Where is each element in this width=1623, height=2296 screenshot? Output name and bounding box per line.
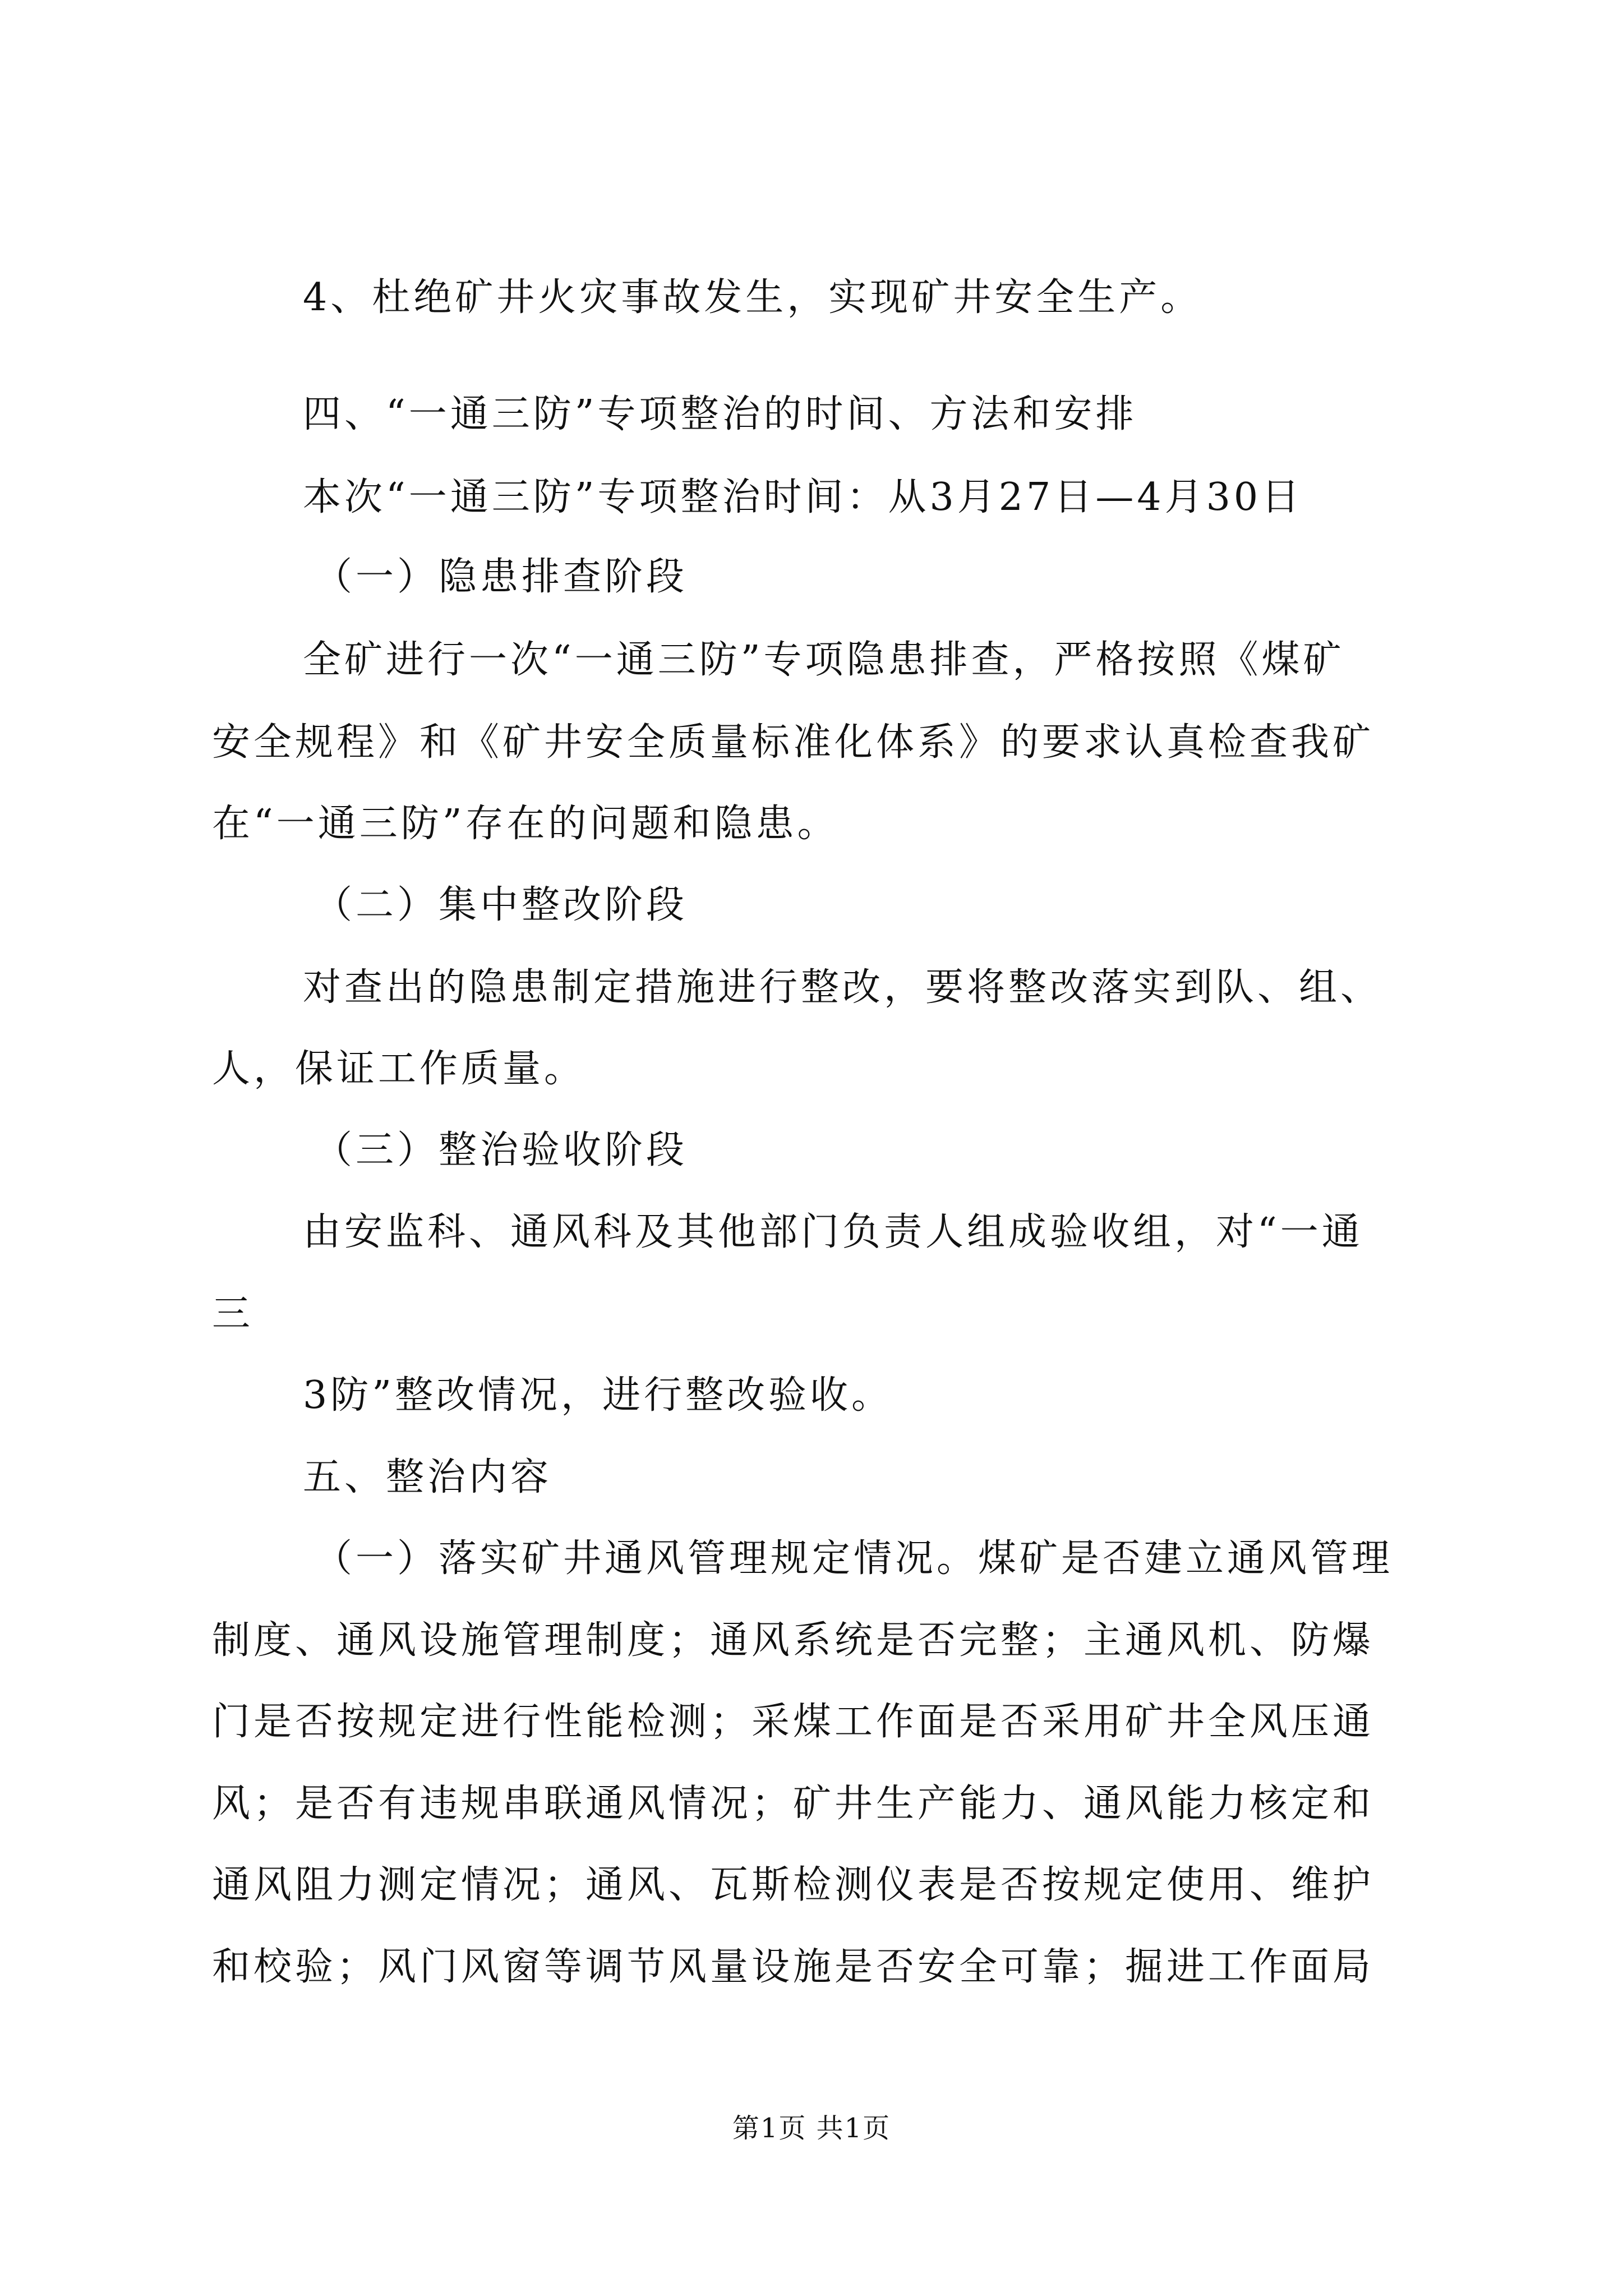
text-line: 和校验；风门风窗等调节风量设施是否安全可靠；掘进工作面局: [212, 1945, 1375, 1989]
text-line: 门是否按规定进行性能检测；采煤工作面是否采用矿井全风压通: [212, 1700, 1375, 1744]
text-line: 4、杜绝矿井火灾事故发生，实现矿井安全生产。: [303, 275, 1202, 320]
subsection-heading: （三）整治验收阶段: [314, 1128, 688, 1172]
text-line: 由安监科、通风科及其他部门负责人组成验收组，对“一通: [303, 1210, 1363, 1254]
text-line: 人，保证工作质量。: [212, 1047, 586, 1091]
text-line: 3防”整改情况，进行整改验收。: [303, 1373, 893, 1418]
text-line: 全矿进行一次“一通三防”专项隐患排查，严格按照《煤矿: [303, 638, 1345, 682]
page-footer: 第1页 共1页: [732, 2113, 891, 2144]
text-line: 本次“一通三防”专项整治时间：从3月27日—4月30日: [303, 475, 1303, 519]
subsection-heading: （一）隐患排查阶段: [314, 555, 688, 599]
section-heading: 五、整治内容: [303, 1455, 552, 1499]
text-line: 制度、通风设施管理制度；通风系统是否完整；主通风机、防爆: [212, 1618, 1375, 1663]
text-line: 风；是否有违规串联通风情况；矿井生产能力、通风能力核定和: [212, 1782, 1375, 1826]
text-line: 三: [212, 1292, 254, 1336]
text-line: 通风阻力测定情况；通风、瓦斯检测仪表是否按规定使用、维护: [212, 1863, 1375, 1907]
text-line: 安全规程》和《矿井安全质量标准化体系》的要求认真检查我矿: [212, 720, 1375, 765]
subsection-heading: （二）集中整改阶段: [314, 883, 688, 927]
text-line: 在“一通三防”存在的问题和隐患。: [212, 802, 839, 846]
text-line: 对查出的隐患制定措施进行整改，要将整改落实到队、组、: [303, 965, 1382, 1010]
text-line: （一）落实矿井通风管理规定情况。煤矿是否建立通风管理: [314, 1536, 1394, 1581]
section-heading: 四、“一通三防”专项整治的时间、方法和安排: [303, 392, 1137, 436]
